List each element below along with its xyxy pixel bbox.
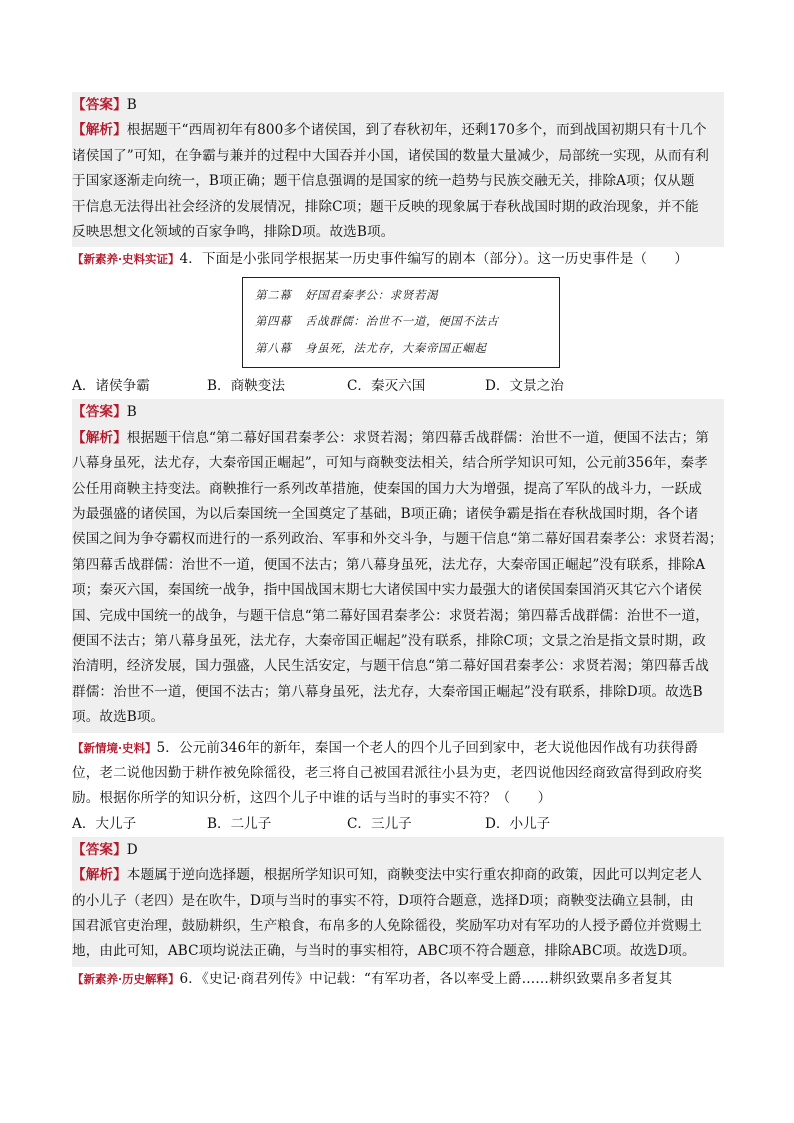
analysis-line: 八幕身虽死，法尤存，大秦帝国正崛起”，可知与商鞅变法相关，结合所学知识可知，公元前356年，秦孝 — [72, 455, 708, 472]
answer-block-q3 — [72, 92, 724, 247]
option-d: D．文景之治 — [485, 378, 564, 395]
question-stem: 励。根据你所学的知识分析，这四个儿子中谁的话与当时的事实不符？（ ） — [72, 790, 552, 807]
analysis-line: 地，由此可知，ABC项均说法正确，与当时的事实相符，ABC项不符合题意，排除ABC项。故选D项。 — [72, 943, 696, 960]
analysis-line: 【解析】根据题干“西周初年有800多个诸侯国，到了春秋初年，还剩170多个，而到战国初期只有十几个 — [72, 122, 707, 139]
option-a: A．大儿子 — [72, 815, 137, 832]
question-stem: 【新素养·历史解释】6．《史记·商君列传》中记载：“有军功者，各以率受上爵……耕织致粟帛多者复其 — [72, 970, 673, 987]
question-tag: 【新情境·史料】 — [72, 740, 157, 755]
analysis-line: 于国家逐渐走向统一，B项正确；题干信息强调的是国家的统一趋势与民族交融无关，排除A项；仅从题 — [72, 173, 695, 190]
question-6 — [72, 967, 724, 992]
options-row — [72, 374, 724, 399]
script-line: 第四幕 舌战群儒：治世不一道，便国不法古 — [255, 314, 499, 329]
question-stem: 位，老二说他因勤于耕作被免除徭役，老三将自己被国君派往小县为吏，老四说他因经商致富得到政府奖 — [72, 765, 702, 782]
script-line: 第二幕 好国君秦孝公：求贤若渴 — [255, 287, 439, 302]
option-c: C．三儿子 — [347, 815, 412, 832]
option-b: B．商鞅变法 — [207, 378, 285, 395]
answer-value: B — [126, 404, 137, 421]
answer-line — [72, 400, 724, 425]
analysis-line: 第四幕舌战群儒：治世不一道，便国不法古；第八幕身虽死，法尤存，大秦帝国正崛起”没有联系，排除A — [72, 556, 706, 573]
option-c: C．秦灭六国 — [347, 378, 426, 395]
options-row — [72, 812, 724, 837]
question-stem: 【新情境·史料】5．公元前346年的新年，秦国一个老人的四个儿子回到家中，老大说他因作战有功获得爵 — [72, 739, 699, 756]
answer-line — [72, 93, 724, 118]
analysis-line: 为最强盛的诸侯国，为以后秦国统一全国奠定了基础，B项正确；诸侯争霸是指在春秋战国时期，各个诸 — [72, 505, 699, 522]
analysis-line: 诸侯国了”可知，在争霸与兼并的过程中大国吞并小国，诸侯国的数量大量减少，局部统一实现，从而有利 — [72, 147, 709, 164]
analysis-label: 【解析】 — [72, 867, 127, 884]
question-tag: 【新素养·史料实证】 — [72, 252, 180, 267]
analysis-label: 【解析】 — [72, 122, 127, 139]
answer-block-q4 — [72, 399, 724, 732]
option-a: A．诸侯争霸 — [72, 378, 150, 395]
answer-value: D — [126, 841, 138, 858]
option-d: D．小儿子 — [485, 815, 551, 832]
analysis-line: 的小儿子（老四）是在吹牛，D项与当时的事实不符，D项符合题意，选择D项；商鞅变法确立县制，由 — [72, 892, 694, 909]
analysis-line: 项；秦灭六国，秦国统一战争，指中国战国末期七大诸侯国中实力最强大的诸侯国秦国消灭其它六个诸侯 — [72, 582, 702, 599]
analysis-line: 国君派官吏治理，鼓励耕织，生产粮食，布帛多的人免除徭役，奖励军功对有军功的人授予爵位并赏赐土 — [72, 918, 702, 935]
analysis-line: 【解析】本题属于逆向选择题，根据所学知识可知，商鞅变法中实行重农抑商的政策，因此可以判定老人 — [72, 867, 702, 884]
question-5 — [72, 736, 724, 837]
script-line: 第八幕 身虽死，法尤存，大秦帝国正崛起 — [255, 340, 487, 355]
answer-line — [72, 838, 724, 863]
analysis-line: 反映思想文化领域的百家争鸣，排除D项。故选B项。 — [72, 224, 395, 241]
analysis-line: 群儒：治世不一道，便国不法古；第八幕身虽死，法尤存，大秦帝国正崛起”没有联系，排除D项。故选B — [72, 683, 703, 700]
answer-label: 【答案】 — [72, 404, 127, 421]
question-4 — [72, 247, 724, 399]
option-b: B．二儿子 — [207, 815, 272, 832]
script-excerpt-box — [242, 277, 560, 369]
analysis-line: 【解析】根据题干信息“第二幕好国君秦孝公：求贤若渴；第四幕舌战群儒：治世不一道，便国不法古；第 — [72, 429, 709, 446]
analysis-line: 便国不法古；第八幕身虽死，法尤存，大秦帝国正崛起”没有联系，排除C项；文景之治是指文景时期，政 — [72, 633, 706, 649]
answer-label: 【答案】 — [72, 97, 127, 113]
analysis-line: 干信息无法得出社会经济的发展情况，排除C项；题干反映的现象属于春秋战国时期的政治现象，并不能 — [72, 198, 699, 215]
document-page — [72, 92, 724, 992]
analysis-line: 公任用商鞅主持变法。商鞅推行一系列改革措施，使秦国的国力大为增强，提高了军队的战斗力，一跃成 — [72, 480, 702, 497]
analysis-line: 侯国之间为争夺霸权而进行的一系列政治、军事和外交斗争，与题干信息“第二幕好国君秦孝公：求贤若渴； — [72, 531, 723, 548]
analysis-line: 治清明，经济发展，国力强盛，人民生活安定，与题干信息“第二幕好国君秦孝公：求贤若渴；第四幕舌战 — [72, 658, 709, 675]
analysis-label: 【解析】 — [72, 429, 127, 446]
question-tag: 【新素养·历史解释】 — [72, 971, 180, 986]
analysis-line: 项。故选B项。 — [72, 709, 165, 726]
analysis-line: 国、完成中国统一的战争，与题干信息“第二幕好国君秦孝公：求贤若渴；第四幕舌战群儒：治世不一道， — [72, 607, 709, 624]
answer-block-q5 — [72, 837, 724, 967]
answer-value: B — [126, 97, 137, 113]
question-stem: 【新素养·史料实证】4．下面是小张同学根据某一历史事件编写的剧本（部分）。这一历史事件是（ ） — [72, 251, 689, 268]
answer-label: 【答案】 — [72, 841, 127, 858]
